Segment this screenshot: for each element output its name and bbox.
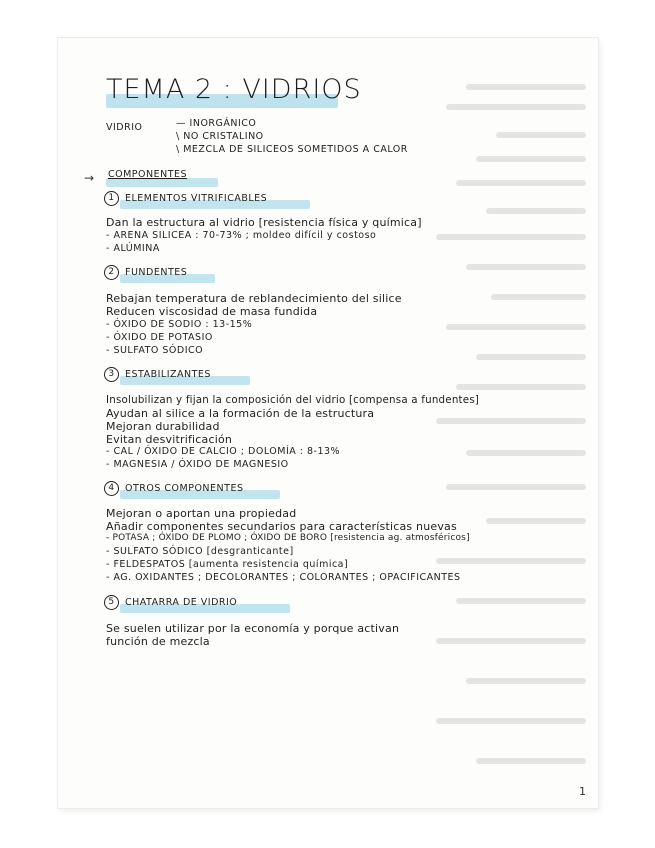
notebook-page: [58, 38, 598, 808]
arrow-icon: →: [84, 171, 95, 185]
section-line: Insolubilizan y fijan la composición del vidrio [compensa a fundentes]: [106, 394, 480, 406]
vidrio-item-text: INORGÁNICO: [189, 118, 257, 129]
section-line: Mejoran o aportan una propiedad: [106, 507, 297, 520]
section-heading-text: ELEMENTOS VITRIFICABLES: [125, 193, 268, 204]
componentes-heading: COMPONENTES: [108, 169, 188, 180]
section-line: - SULFATO SÓDICO: [106, 345, 204, 356]
circled-number: 2: [104, 265, 119, 280]
section-line: Reducen viscosidad de masa fundida: [106, 305, 318, 318]
section-heading-text: CHATARRA DE VIDRIO: [125, 597, 238, 608]
circled-number: 4: [104, 481, 119, 496]
vidrio-item-text: MEZCLA DE SILICEOS SOMETIDOS A CALOR: [183, 144, 408, 155]
section-line: Evitan desvitrificación: [106, 433, 233, 446]
section-line: - POTASA ; ÓXIDO DE PLOMO ; ÓXIDO DE BORO [resistencia ag. atmosféricos]: [106, 533, 470, 543]
section-line: Se suelen utilizar por la economía y porque activan: [106, 622, 400, 635]
circled-number: 1: [104, 191, 119, 206]
section-heading-text: ESTABILIZANTES: [125, 369, 211, 380]
section-line: función de mezcla: [106, 635, 210, 648]
vidrio-label: VIDRIO: [106, 122, 143, 133]
section-line: - SULFATO SÓDICO [desgranticante]: [106, 546, 294, 557]
vidrio-item-text: NO CRISTALINO: [183, 131, 264, 142]
section-line: - FELDESPATOS [aumenta resistencia química]: [106, 559, 349, 570]
section-line: - ÓXIDO DE SODIO : 13-15%: [106, 319, 253, 330]
section-line: - MAGNESIA / ÓXIDO DE MAGNESIO: [106, 459, 289, 470]
section-heading-text: FUNDENTES: [125, 267, 188, 278]
section-line: Mejoran durabilidad: [106, 420, 220, 433]
vidrio-item: — INORGÁNICO: [176, 118, 257, 129]
section-heading-text: OTROS COMPONENTES: [125, 483, 244, 494]
section-line: Añadir componentes secundarios para características nuevas: [106, 520, 457, 533]
section-line: - AG. OXIDANTES ; DECOLORANTES ; COLORANTES ; OPACIFICANTES: [106, 572, 461, 583]
section-heading: [104, 481, 243, 496]
vidrio-item: \ MEZCLA DE SILICEOS SOMETIDOS A CALOR: [176, 144, 408, 155]
vidrio-item: \ NO CRISTALINO: [176, 131, 264, 142]
section-line: - ARENA SILICEA : 70-73% ; moldeo difícil y costoso: [106, 230, 377, 241]
page-number: 1: [579, 785, 586, 798]
section-heading: [104, 191, 267, 206]
section-heading: [104, 367, 211, 382]
section-line: - CAL / ÓXIDO DE CALCIO ; DOLOMÍA : 8-13%: [106, 446, 341, 457]
bleed-through-area: [428, 38, 598, 808]
circled-number: 5: [104, 595, 119, 610]
title-block: [106, 74, 362, 105]
section-line: Ayudan al silice a la formación de la estructura: [106, 407, 375, 420]
section-line: Dan la estructura al vidrio [resistencia física y química]: [106, 216, 422, 229]
section-heading: [104, 265, 187, 280]
section-line: - ÓXIDO DE POTASIO: [106, 332, 213, 343]
section-line: - ALÚMINA: [106, 243, 160, 254]
section-line: Rebajan temperatura de reblandecimiento del silice: [106, 292, 402, 305]
page-title: TEMA 2 : VIDRIOS: [106, 74, 362, 105]
circled-number: 3: [104, 367, 119, 382]
section-heading: [104, 595, 237, 610]
